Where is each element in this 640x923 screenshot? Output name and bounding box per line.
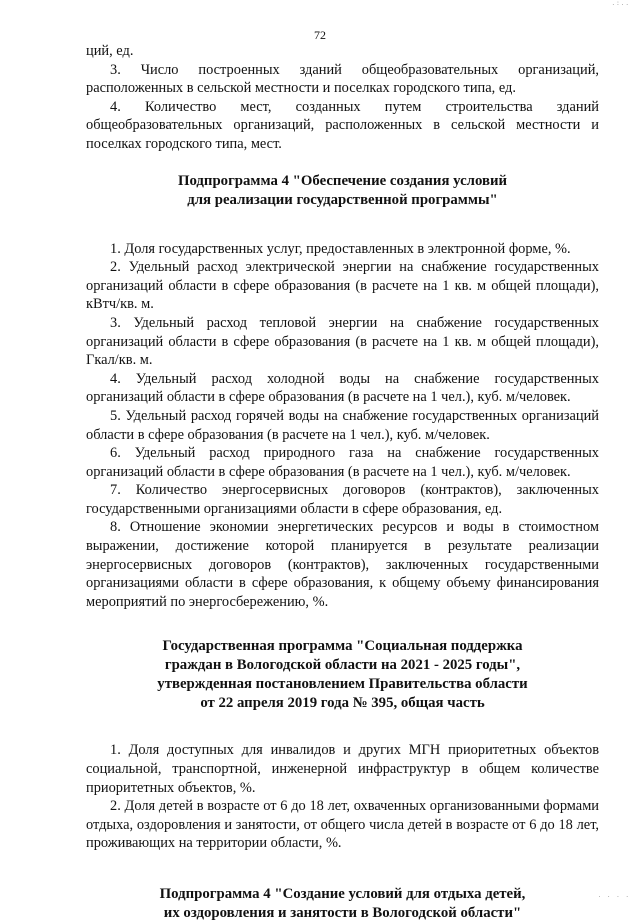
social-item-2: 2. Доля детей в возрасте от 6 до 18 лет, охваченных организованными формами отдыха, оздоровления и занятости, от общего числа детей в возрасте от 6 до 18 лет, проживающих на территории области, %.	[86, 798, 599, 852]
state-program-heading-line4: от 22 апреля 2019 года № 395, общая часть	[200, 695, 485, 712]
subprogram-4-children-heading-line2: их оздоровления и занятости в Вологодской области"	[163, 905, 522, 921]
state-program-heading	[86, 637, 599, 713]
indicator-item-1: 1. Доля государственных услуг, предоставленных в электронной форме, %.	[110, 240, 571, 257]
indicator-item-8: 8. Отношение экономии энергетических ресурсов и воды в стоимостном выражении, достижение которой планируется в результате реализации энергосервисных договоров (контрактов), заключенных государственными организациями области в сфере образования, к общему объему финансирования мероприятий по энергосбережению, %.	[86, 519, 599, 610]
indicator-item-7: 7. Количество энергосервисных договоров (контрактов), заключенных государственными организациями области в сфере образования, ед.	[86, 482, 599, 517]
indicator-item-2: 2. Удельный расход электрической энергии на снабжение государственных организаций области в сфере образования (в расчете на 1 кв. м общей площади), кВтч/кв. м.	[86, 259, 599, 313]
intro-item-4: 4. Количество мест, созданных путем строительства зданий общеобразовательных организаций, расположенных в сельской местности и поселках городского типа, мест.	[86, 98, 599, 152]
scan-mark-top: .:..	[611, 0, 630, 7]
page-content	[86, 42, 599, 923]
state-program-heading-line1: Государственная программа "Социальная поддержка	[162, 638, 523, 655]
social-item-1: 1. Доля доступных для инвалидов и других МГН приоритетных объектов социальной, транспортной, инженерной инфраструктур в общем количестве приоритетных объектов, %.	[86, 742, 599, 796]
indicator-item-5: 5. Удельный расход горячей воды на снабжение государственных организаций области в сфере образования (в расчете на 1 чел.), куб. м/человек.	[86, 407, 599, 443]
indicator-item-3: 3. Удельный расход тепловой энергии на снабжение государственных организаций области в сфере образования (в расчете на 1 кв. м общей площади), Гкал/кв. м.	[86, 314, 599, 369]
subprogram-4-children-heading	[86, 885, 599, 923]
intro-item-3: 3. Число построенных зданий общеобразовательных организаций, расположенных в сельской местности и поселках городского типа, ед.	[86, 61, 599, 97]
subprogram-4-heading-line2: для реализации государственной программы"	[187, 191, 498, 208]
page-number: 72	[314, 28, 326, 42]
subprogram-4-children-heading-line1: Подпрограмма 4 "Создание условий для отдыха детей,	[159, 886, 526, 902]
intro-continuation: ций, ед.	[86, 43, 134, 59]
state-program-heading-line3: утвержденная постановлением Правительства области	[157, 676, 528, 693]
indicator-item-6: 6. Удельный расход природного газа на снабжение государственных организаций области в сфере образования (в расчете на 1 чел.), куб. м/человек.	[86, 445, 599, 480]
scan-mark-bottom: . . . .	[597, 892, 630, 899]
subprogram-4-heading	[86, 172, 599, 210]
subprogram-4-heading-line1: Подпрограмма 4 "Обеспечение создания условий	[177, 172, 508, 189]
state-program-heading-line2: граждан в Вологодской области на 2021 - 2025 годы",	[164, 657, 521, 674]
indicator-item-4: 4. Удельный расход холодной воды на снабжение государственных организаций области в сфере образования (в расчете на 1 чел.), куб. м/человек.	[86, 370, 599, 406]
